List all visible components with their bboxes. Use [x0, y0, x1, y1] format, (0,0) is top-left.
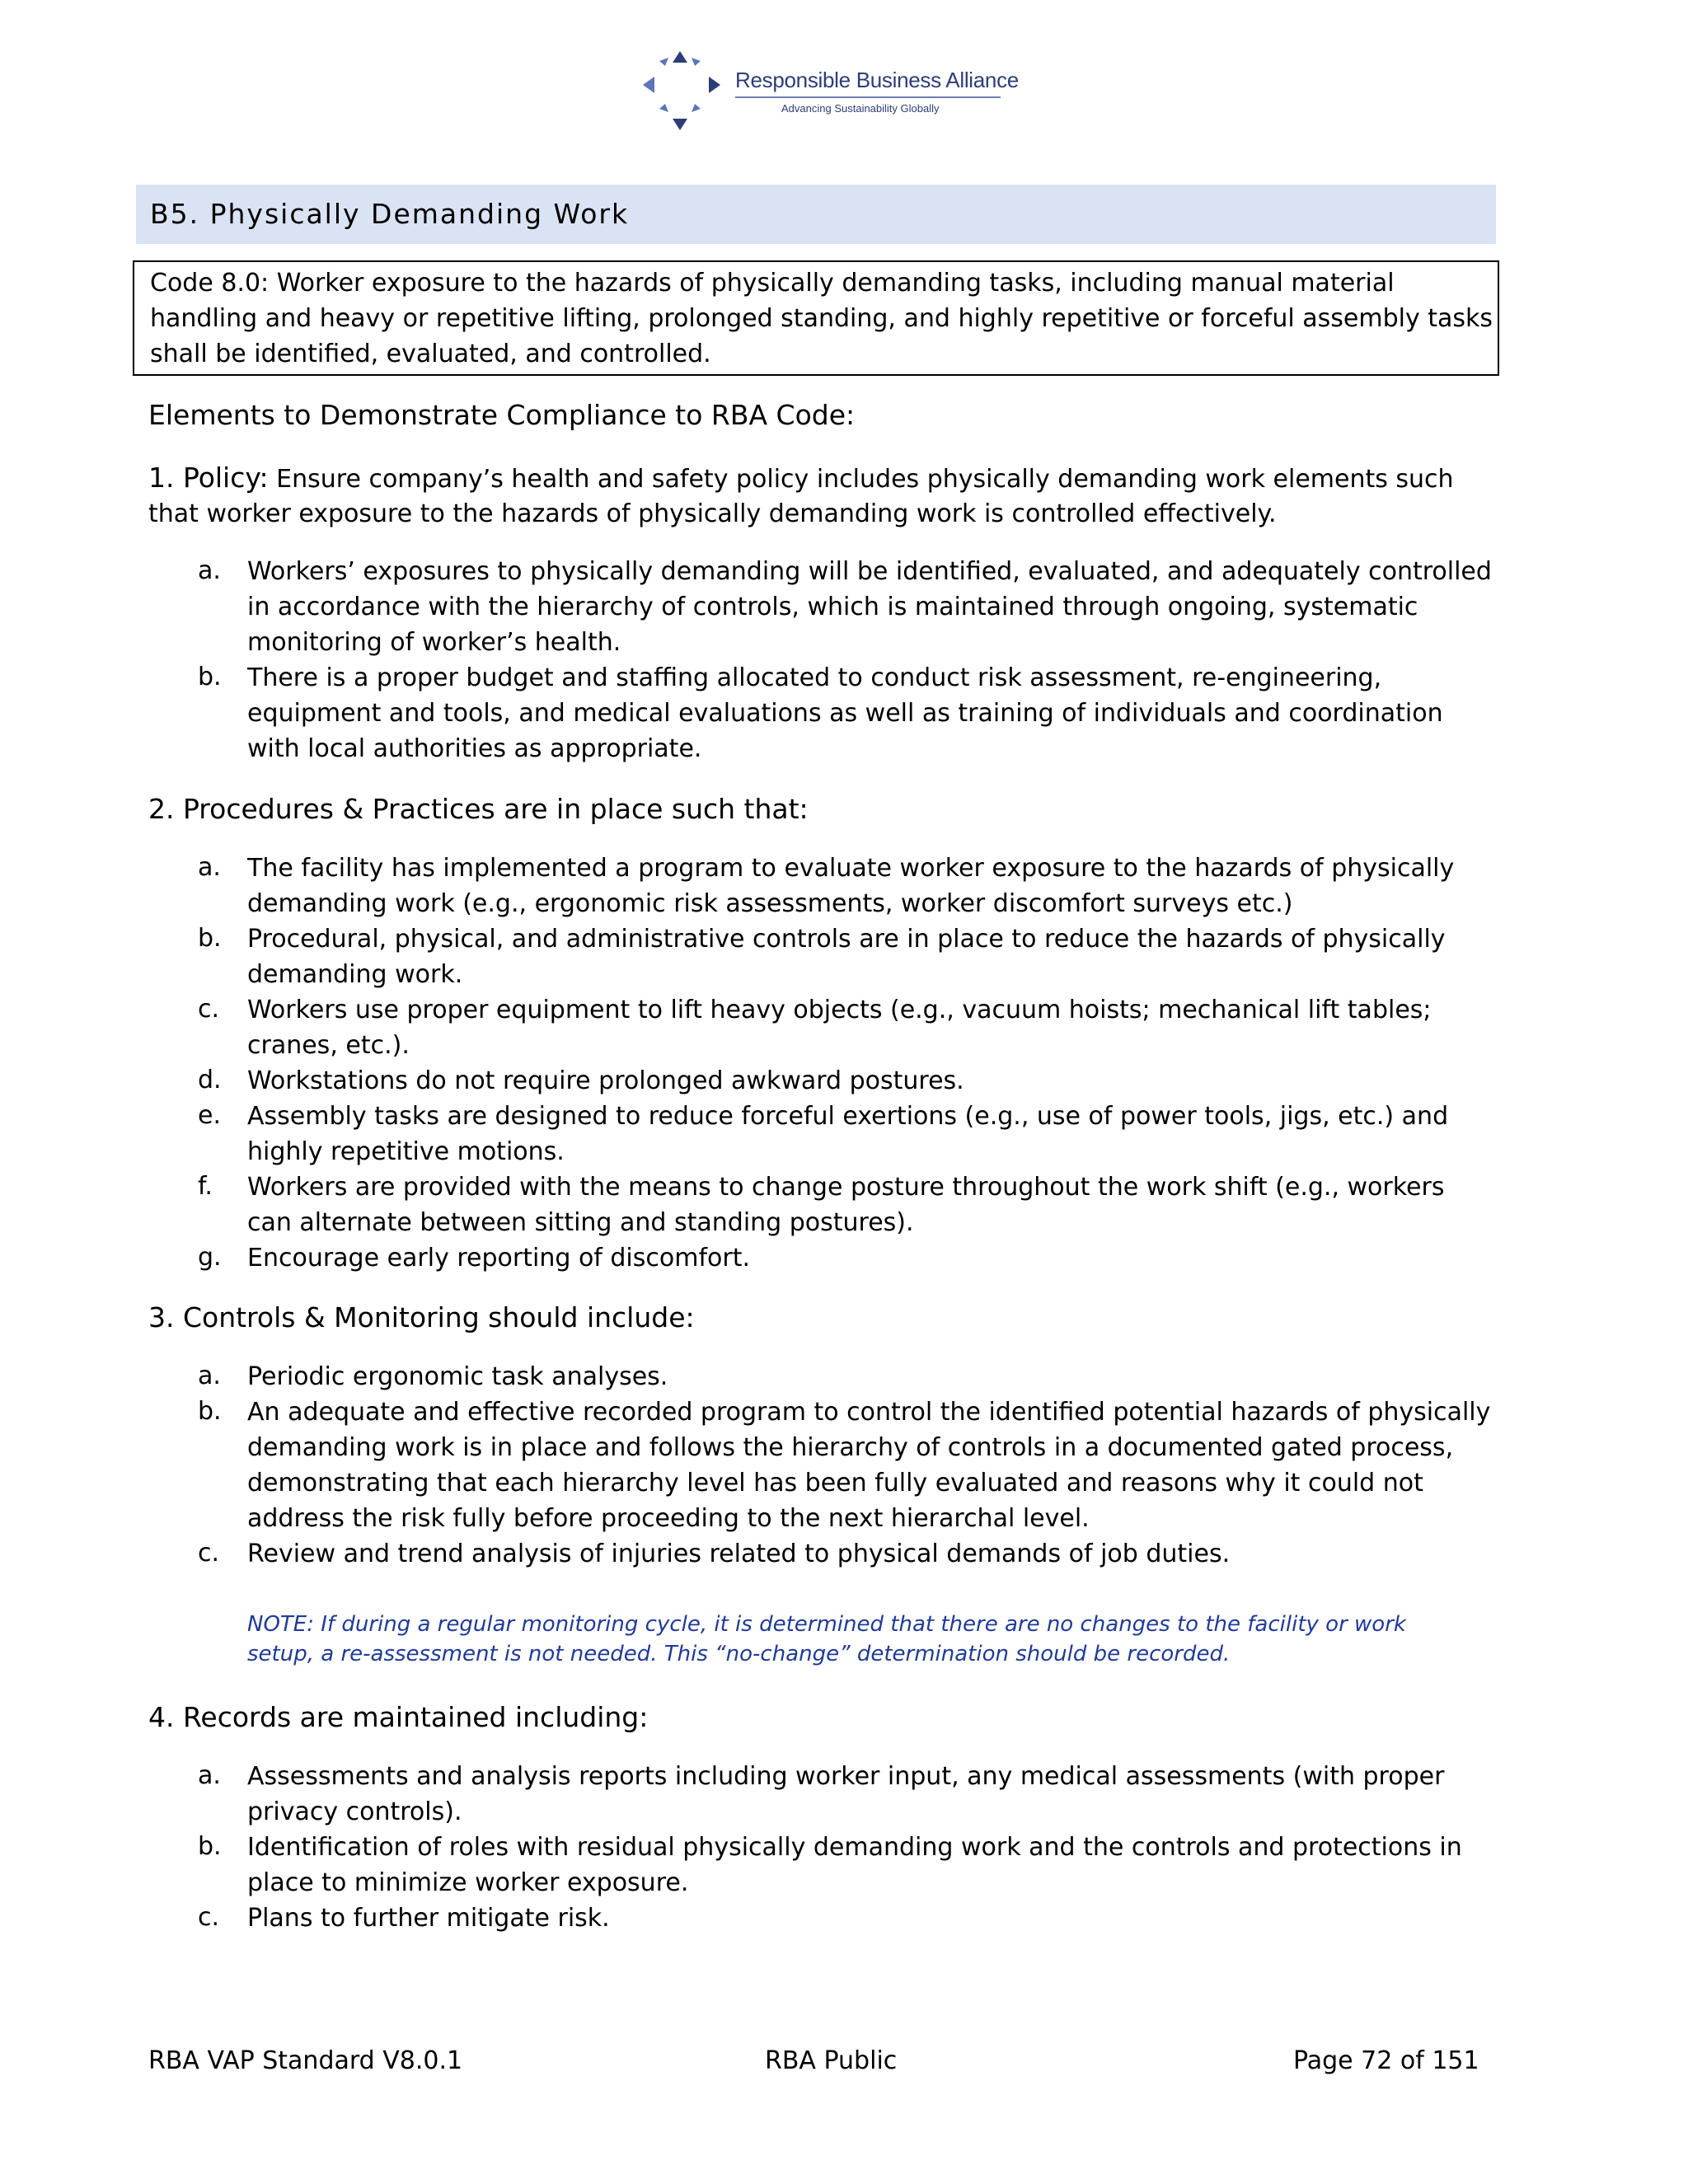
- list-item: Periodic ergonomic task analyses.: [247, 1362, 668, 1391]
- logo-tagline: Advancing Sustainability Globally: [781, 102, 940, 115]
- code-line: Code 8.0: Worker exposure to the hazards of physically demanding tasks, including manual material: [150, 269, 1395, 298]
- list-letter: a.: [198, 1361, 221, 1390]
- list-letter: a.: [198, 853, 221, 882]
- policy-label: 1. Policy:: [148, 462, 269, 494]
- list-letter: e.: [198, 1101, 221, 1130]
- section-title: B5. Physically Demanding Work: [136, 185, 1496, 244]
- list-letter: d.: [198, 1066, 222, 1094]
- list-item: An adequate and effective recorded program to control the identified potential hazards of physically demanding work is in place and follows the hierarchy of controls in a documented gated process, demonstrating that each hierarchy level has been fully evaluated and reasons why it could not address the risk fully before proceeding to the next hierarchal level.: [247, 1398, 1491, 1533]
- list-item: Review and trend analysis of injuries related to physical demands of job duties.: [247, 1540, 1231, 1568]
- list-item: Workers are provided with the means to change posture throughout the work shift (e.g., workers can alternate between sitting and standing postures).: [247, 1173, 1445, 1237]
- list-letter: b.: [198, 1832, 222, 1861]
- monitoring-note: NOTE: If during a regular monitoring cycle, it is determined that there are no changes to the facility or work setup, a re-assessment is not needed. This “no-change” determination should be recorded.: [247, 1612, 1406, 1666]
- footer-classification: RBA Public: [765, 2046, 898, 2075]
- footer-document-id: RBA VAP Standard V8.0.1: [148, 2046, 463, 2075]
- list-item: Assessments and analysis reports including worker input, any medical assessments (with proper privacy controls).: [247, 1762, 1445, 1826]
- rba-logo: [643, 49, 1019, 132]
- list-item: Workstations do not require prolonged awkward postures.: [247, 1066, 964, 1095]
- list-letter: a.: [198, 556, 221, 585]
- list-item: The facility has implemented a program to evaluate worker exposure to the hazards of physically demanding work (e.g., ergonomic risk assessments, worker discomfort surveys etc.): [247, 854, 1455, 918]
- list-item: Procedural, physical, and administrative controls are in place to reduce the hazards of physically demanding work.: [247, 925, 1446, 989]
- records-heading: 4. Records are maintained including:: [148, 1701, 649, 1733]
- list-letter: c.: [198, 1903, 220, 1932]
- list-item: Identification of roles with residual physically demanding work and the controls and protections in place to minimize worker exposure.: [247, 1833, 1462, 1897]
- list-letter: b.: [198, 663, 222, 691]
- list-letter: a.: [198, 1761, 221, 1790]
- list-letter: b.: [198, 924, 222, 953]
- list-item: Assembly tasks are designed to reduce forceful exertions (e.g., use of power tools, jigs, etc.) and highly repetitive motions.: [247, 1102, 1449, 1166]
- list-letter: c.: [198, 1539, 220, 1568]
- policy-line-1: 1. Policy: Ensure company’s health and safety policy includes physically demanding work elements such: [148, 462, 1454, 494]
- rba-compass-icon: [643, 49, 725, 132]
- list-item: Workers use proper equipment to lift heavy objects (e.g., vacuum hoists; mechanical lift tables; cranes, etc.).: [247, 996, 1432, 1060]
- policy-line-2: that worker exposure to the hazards of physically demanding work is controlled effectively.: [148, 499, 1277, 528]
- code-line: handling and heavy or repetitive lifting, prolonged standing, and highly repetitive or forceful assembly tasks: [150, 304, 1493, 333]
- procedures-heading: 2. Procedures & Practices are in place such that:: [148, 793, 809, 825]
- list-item: Plans to further mitigate risk.: [247, 1904, 610, 1933]
- logo-divider: [735, 96, 1001, 98]
- list-item: Encourage early reporting of discomfort.: [247, 1244, 751, 1272]
- elements-heading: Elements to Demonstrate Compliance to RBA Code:: [148, 399, 856, 431]
- list-letter: f.: [198, 1172, 213, 1201]
- list-letter: c.: [198, 995, 220, 1024]
- code-line: shall be identified, evaluated, and controlled.: [150, 340, 711, 368]
- list-item: There is a proper budget and staffing allocated to conduct risk assessment, re-engineering, equipment and tools, and medical evaluations as well as training of individuals and coordination with local authorities as appropriate.: [247, 663, 1443, 763]
- list-item: Workers’ exposures to physically demanding will be identified, evaluated, and adequately controlled in accordance with the hierarchy of controls, which is maintained through ongoing, systematic monitoring of worker’s health.: [247, 557, 1492, 657]
- footer-page-number: Page 72 of 151: [1293, 2046, 1479, 2075]
- controls-heading: 3. Controls & Monitoring should include:: [148, 1301, 695, 1333]
- list-letter: g.: [198, 1243, 222, 1272]
- logo-name: Responsible Business Alliance: [735, 68, 1019, 92]
- code-requirement-box: [133, 260, 1499, 376]
- list-letter: b.: [198, 1397, 222, 1426]
